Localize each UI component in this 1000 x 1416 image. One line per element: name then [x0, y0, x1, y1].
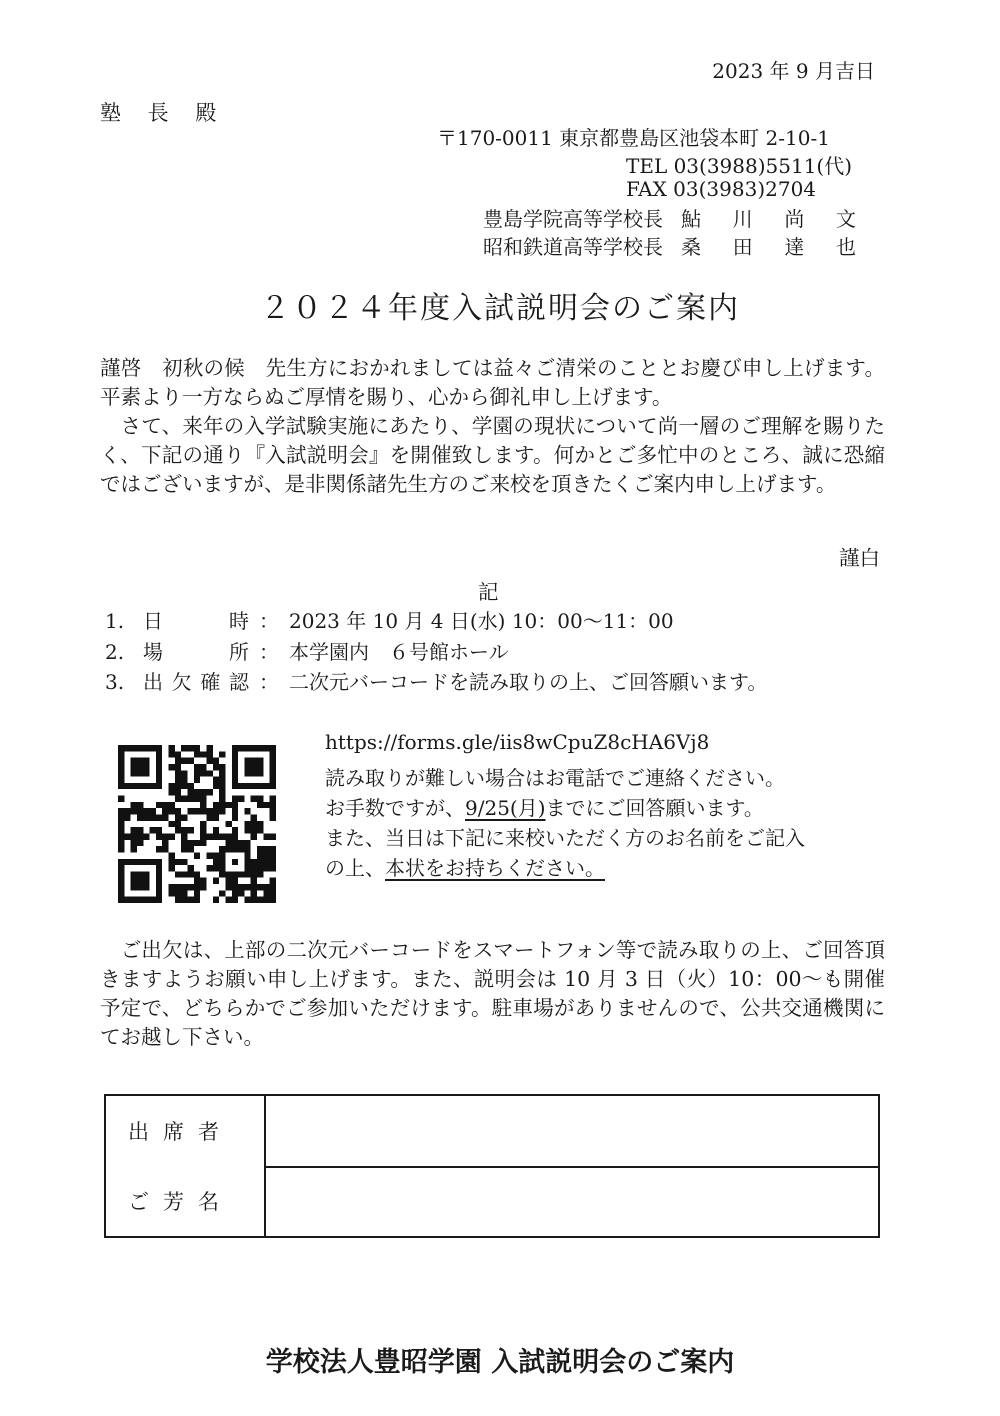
- greeting-paragraph: 謹啓 初秋の候 先生方におかれましては益々ご清栄のこととお慶び申し上げます。平素より一方ならぬご厚情を賜り、心から御礼申し上げます。: [100, 356, 885, 409]
- item-label: 日時: [143, 609, 249, 633]
- bring-prefix: の上、: [325, 856, 385, 880]
- principal-showa: [483, 231, 856, 260]
- attendee-field[interactable]: [270, 1100, 874, 1164]
- principal-name: 鮎 川 尚 文: [681, 207, 856, 231]
- body-text: [100, 354, 885, 499]
- sender-fax: FAX 03(3983)2704: [626, 177, 817, 201]
- name-label: ご芳名: [128, 1190, 233, 1214]
- bring-letter-note: [325, 852, 605, 881]
- item-value: 2023 年 10 月 4 日(水) 10：00～11：00: [289, 609, 674, 633]
- item-number: 2.: [105, 640, 125, 664]
- item-label: 場所: [143, 640, 249, 664]
- attendee-form-table: [104, 1094, 880, 1238]
- principal-school: 昭和鉄道高等学校長: [483, 235, 663, 259]
- document-date: 2023 年 9 月吉日: [712, 59, 875, 83]
- deadline-note: [325, 792, 764, 821]
- principal-school: 豊島学院高等学校長: [483, 207, 663, 231]
- item-colon: ：: [259, 609, 279, 633]
- bring-emphasis: 本状をお持ちください。: [385, 856, 605, 880]
- qr-code-icon[interactable]: [118, 745, 276, 903]
- sender-tel: TEL 03(3988)5511(代): [626, 154, 853, 178]
- invitation-paragraph: さて、来年の入学試験実施にあたり、学園の現状について尚一層のご理解を賜りたく、下記の通り『入試説明会』を開催致します。何かとご多忙中のところ、誠に恐縮ではございますが、是非関係諸先生方のご来校を頂きたくご案内申し上げます。: [100, 414, 885, 496]
- principal-name: 桑 田 達 也: [681, 235, 856, 259]
- sender-address: 〒170-0011 東京都豊島区池袋本町 2-10-1: [437, 126, 830, 150]
- item-number: 3.: [105, 670, 125, 694]
- item-colon: ：: [259, 640, 279, 664]
- phone-contact-note: 読み取りが難しい場合はお電話でご連絡ください。: [325, 766, 785, 790]
- item-attendance: [105, 666, 767, 695]
- row-divider: [266, 1166, 878, 1168]
- document-title: ２０２４年度入試説明会のご案内: [260, 291, 740, 326]
- ki-heading: 記: [478, 580, 499, 604]
- attendance-note: ご出欠は、上部の二次元バーコードをスマートフォン等で読み取りの上、ご回答頂きますようお願い申し上げます。また、説明会は 10 月 3 日（火）10：00～も開催予定で、どちらかでご参加いただけます。駐車場がありませんので、公共交通機関にてお越し下さい。: [100, 938, 885, 1049]
- item-colon: ：: [259, 670, 279, 694]
- deadline-suffix: までにご回答願います。: [545, 796, 764, 820]
- attendee-label: 出席者: [128, 1120, 233, 1144]
- recipient: 塾 長 殿: [100, 101, 227, 125]
- item-label: 出欠確認: [143, 670, 249, 694]
- form-url-link[interactable]: https://forms.gle/iis8wCpuZ8cHA6Vj8: [325, 730, 710, 754]
- item-value: 二次元バーコードを読み取りの上、ご回答願います。: [289, 670, 768, 694]
- deadline-prefix: お手数ですが、: [325, 796, 465, 820]
- deadline-date: 9/25(月): [465, 796, 546, 820]
- label-column: [106, 1096, 266, 1236]
- footer-title: 学校法人豊昭学園 入試説明会のご案内: [265, 1347, 735, 1378]
- name-entry-note: また、当日は下記に来校いただく方のお名前をご記入: [325, 826, 805, 850]
- item-value: 本学園内 ６号館ホール: [289, 640, 509, 664]
- closing-word: 謹白: [839, 546, 880, 570]
- principal-toshima: [483, 203, 856, 232]
- item-number: 1.: [105, 609, 125, 633]
- item-datetime: [105, 605, 674, 634]
- item-location: [105, 636, 509, 665]
- name-field[interactable]: [270, 1172, 874, 1236]
